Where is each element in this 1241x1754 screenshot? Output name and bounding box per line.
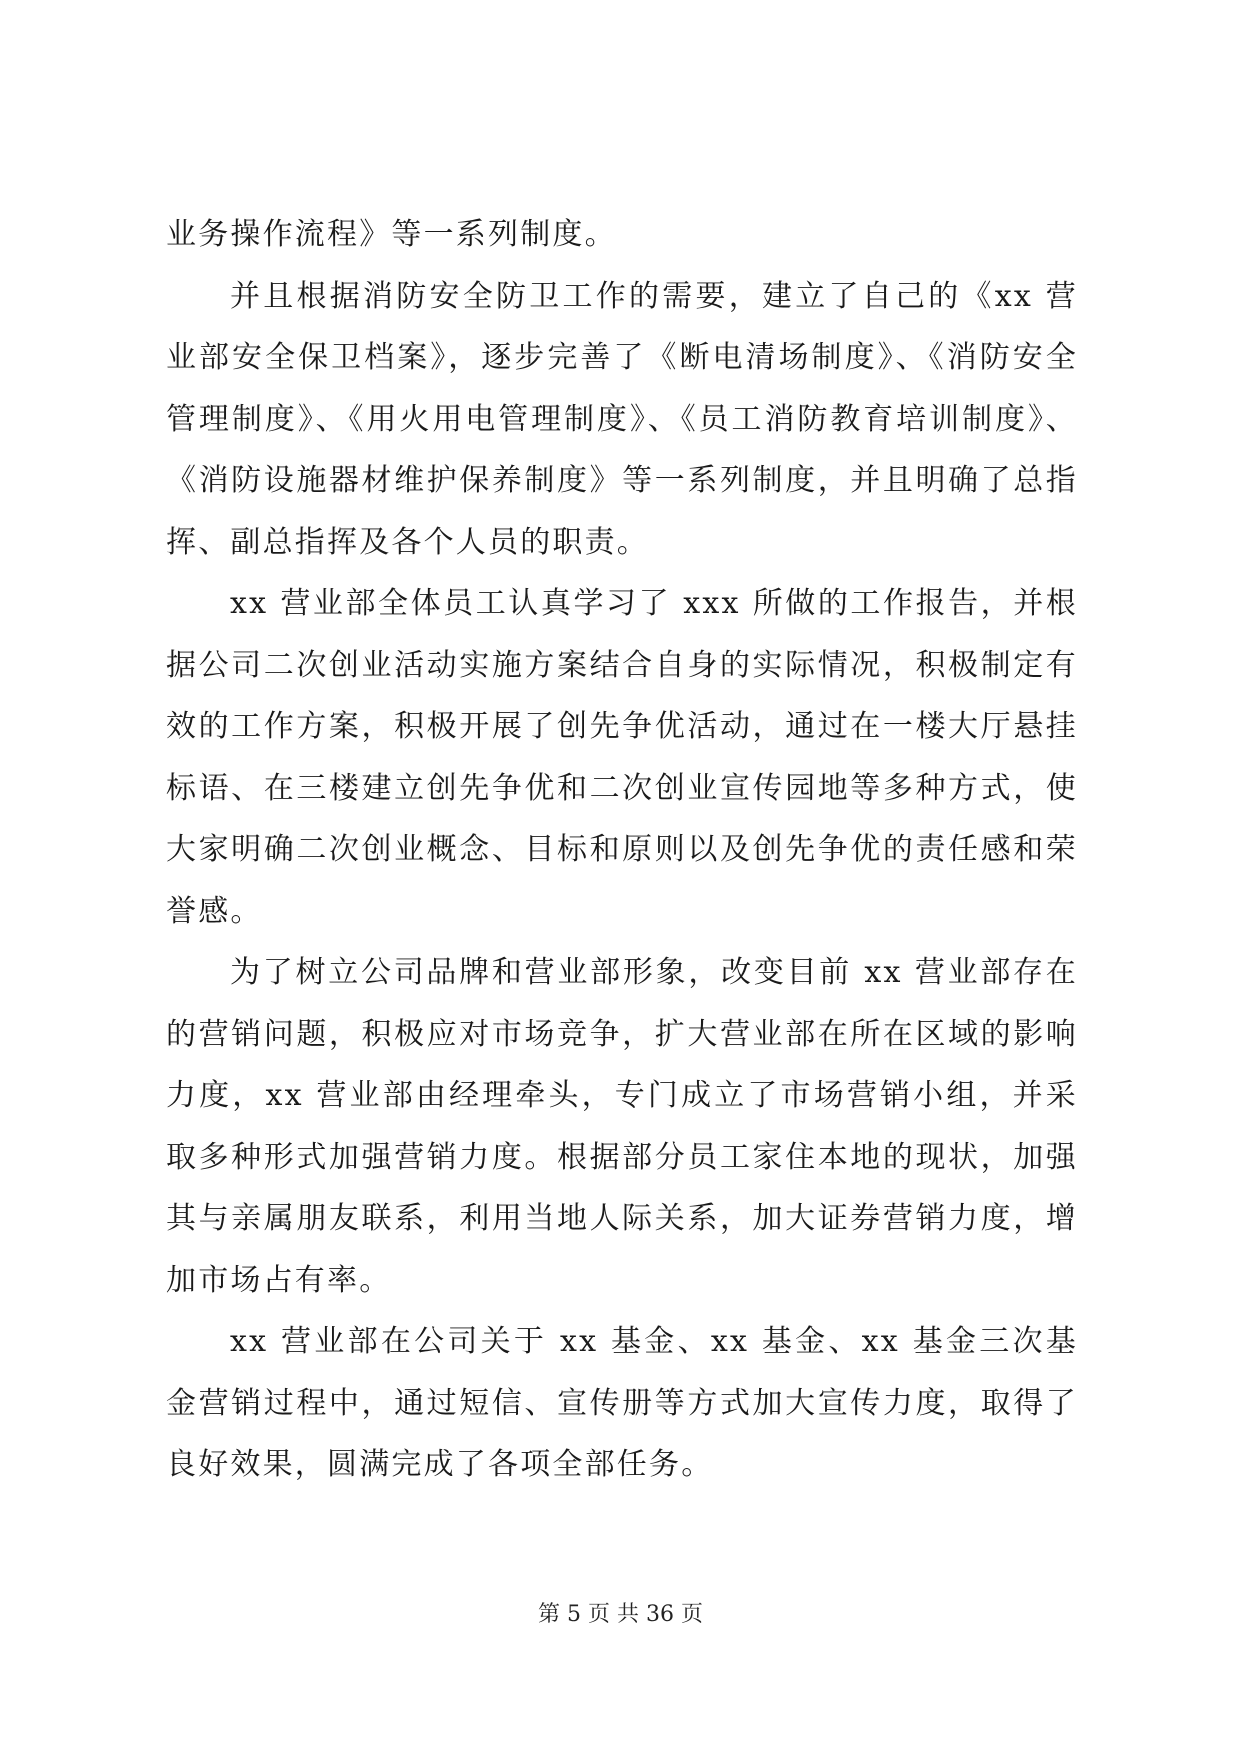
paragraph-1: 业务操作流程》等一系列制度。 xyxy=(166,217,617,252)
document-body xyxy=(166,204,1078,1496)
paragraph-2: 并且根据消防安全防卫工作的需要，建立了自己的《xx 营业部安全保卫档案》，逐步完善了《断电清场制度》、《消防安全管理制度》、《用火用电管理制度》、《员工消防教育培训制度》、《消防设施器材维护保养制度》等一系列制度，并且明确了总指挥、副总指挥及各个人员的职责。 xyxy=(166,278,1078,560)
paragraph-4: 为了树立公司品牌和营业部形象，改变目前 xx 营业部存在的营销问题，积极应对市场竞争，扩大营业部在所在区域的影响力度，xx 营业部由经理牵头，专门成立了市场营销小组，并采取多种形式加强营销力度。根据部分员工家住本地的现状，加强其与亲属朋友联系，利用当地人际关系，加大证券营销力度，增加市场占有率。 xyxy=(166,955,1078,1298)
paragraph-5: xx 营业部在公司关于 xx 基金、xx 基金、xx 基金三次基金营销过程中，通过短信、宣传册等方式加大宣传力度，取得了良好效果，圆满完成了各项全部任务。 xyxy=(166,1324,1078,1482)
paragraph-3: xx 营业部全体员工认真学习了 xxx 所做的工作报告，并根据公司二次创业活动实施方案结合自身的实际情况，积极制定有效的工作方案，积极开展了创先争优活动，通过在一楼大厅悬挂标语、在三楼建立创先争优和二次创业宣传园地等多种方式，使大家明确二次创业概念、目标和原则以及创先争优的责任感和荣誉感。 xyxy=(166,586,1078,929)
page-number-footer: 第 5 页 共 36 页 xyxy=(538,1602,703,1627)
